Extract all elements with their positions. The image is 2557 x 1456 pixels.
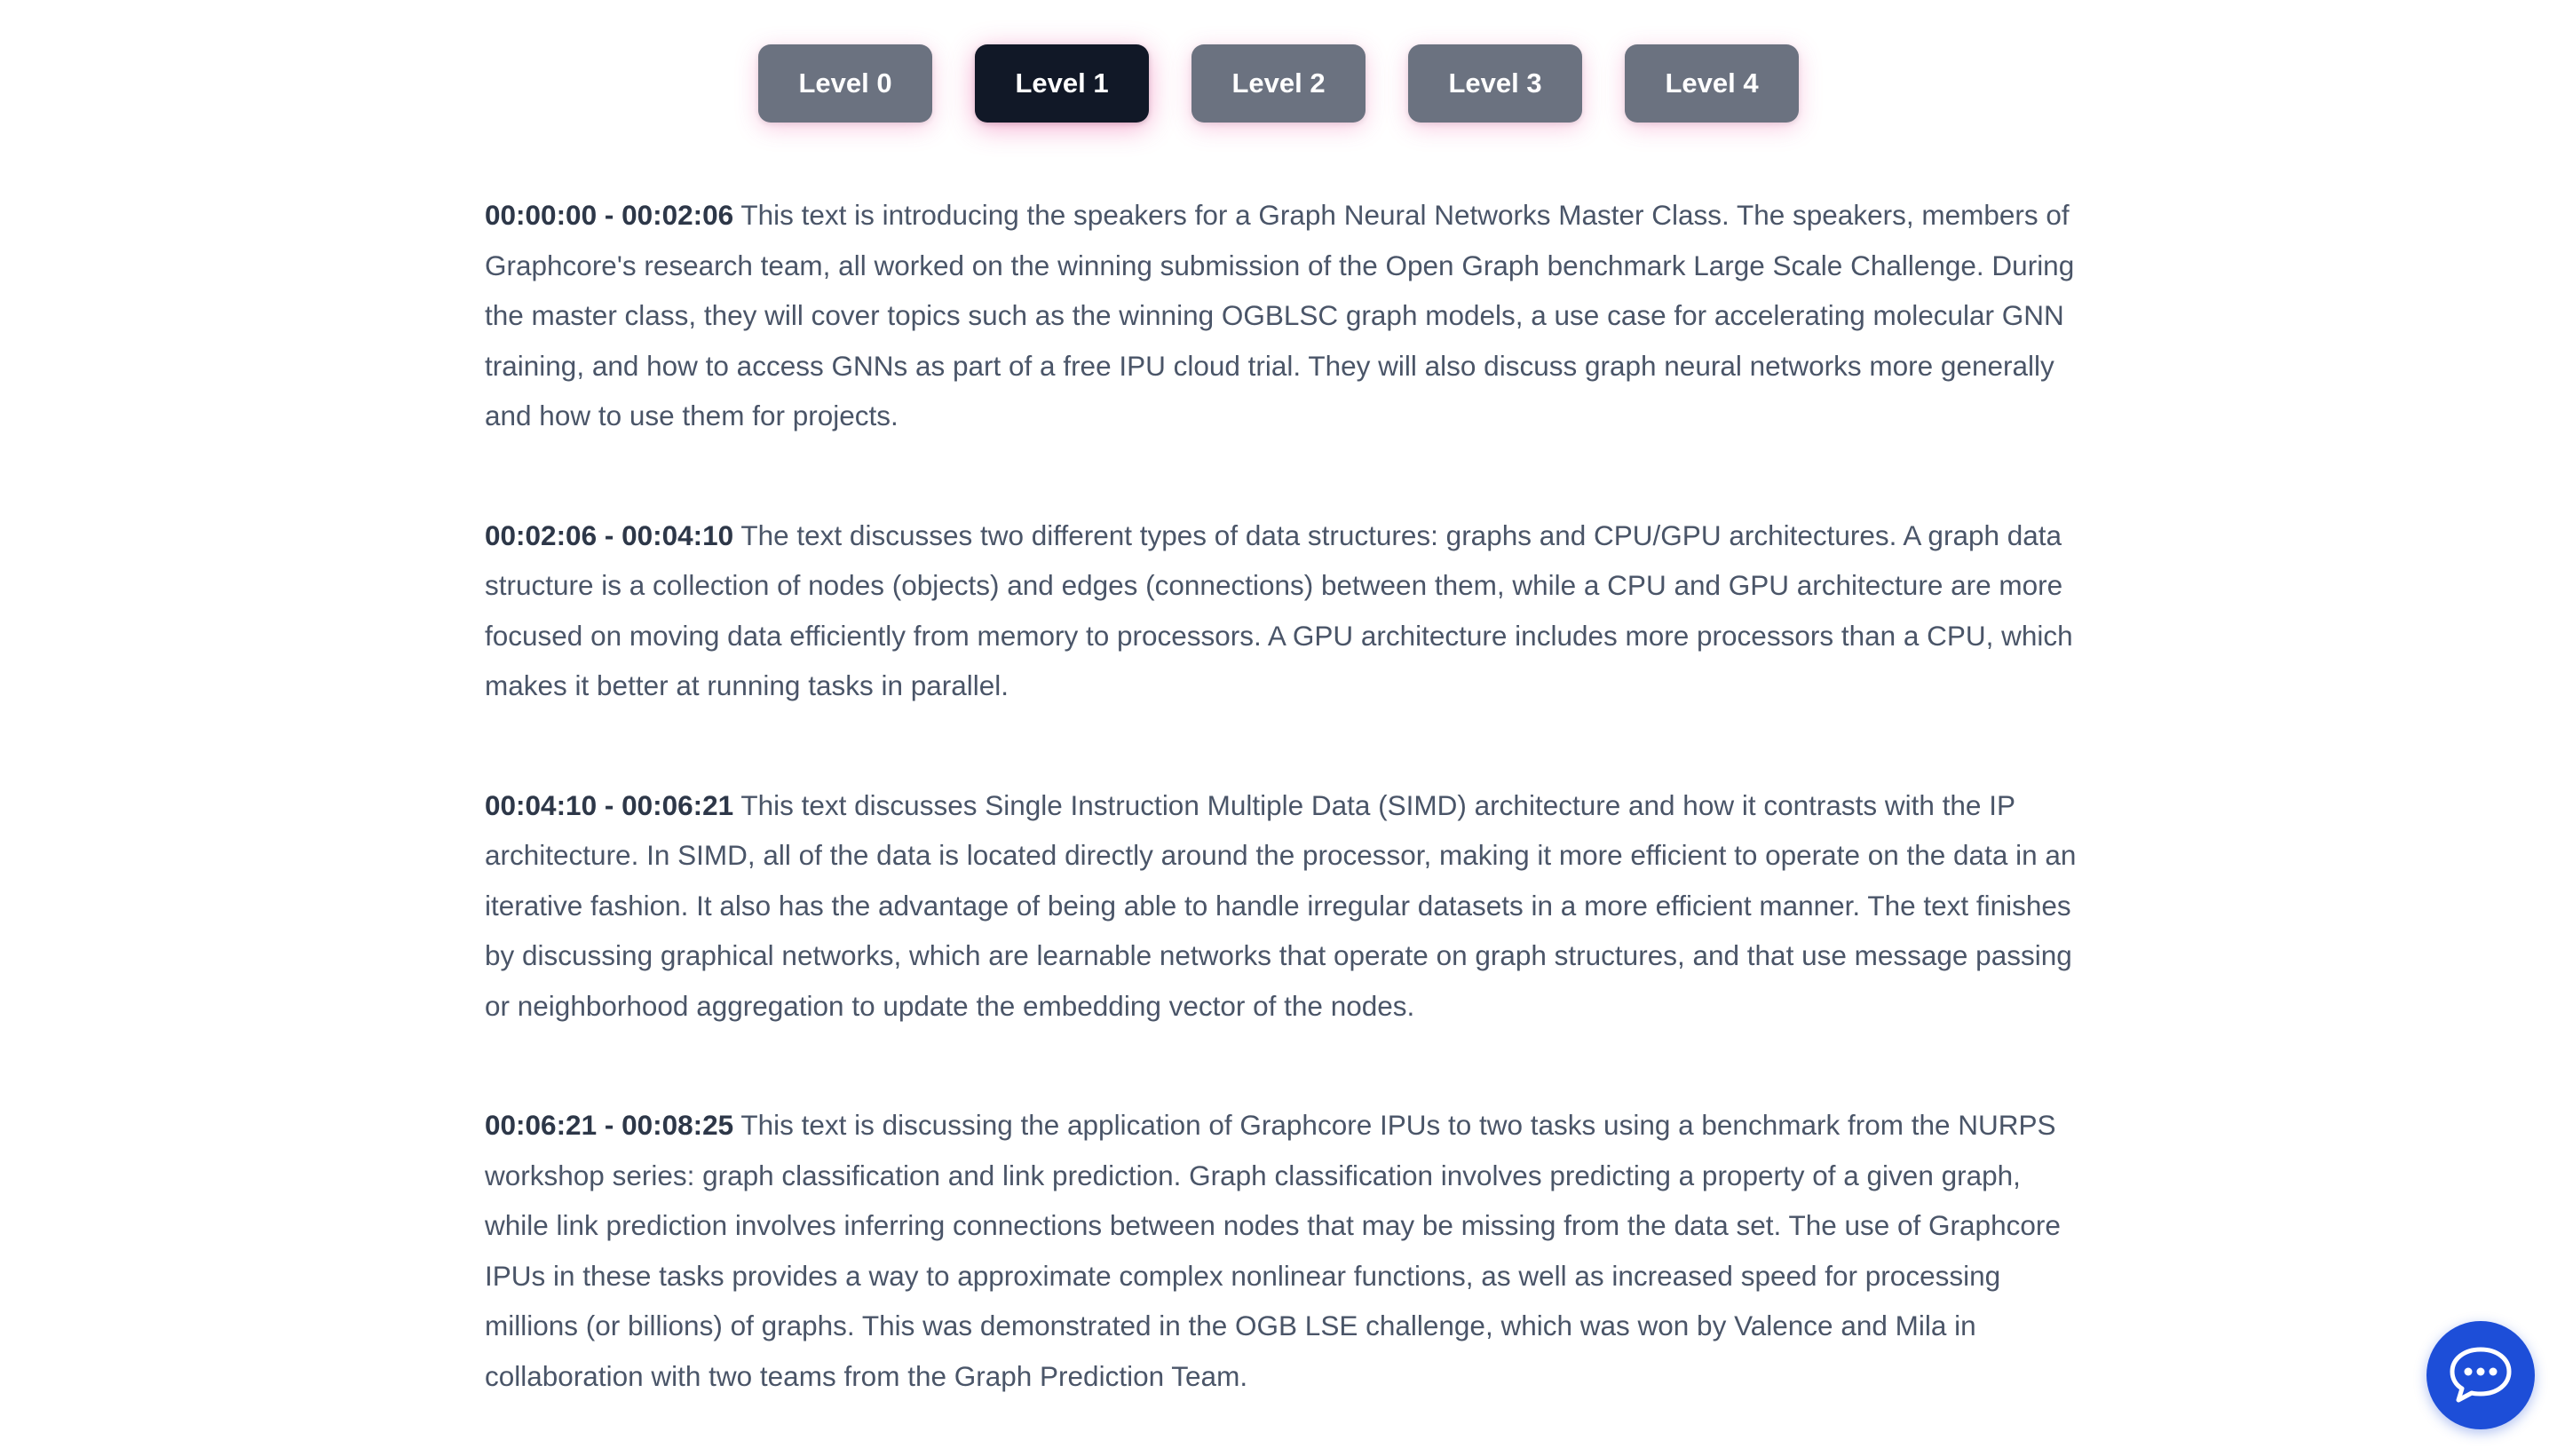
summary-item <box>485 190 2092 441</box>
summary-list <box>485 190 2092 1456</box>
chat-button[interactable] <box>2426 1321 2535 1429</box>
level-selector <box>0 44 2557 123</box>
summary-timestamp: 00:02:06 - 00:04:10 <box>485 518 734 551</box>
summary-timestamp: 00:06:21 - 00:08:25 <box>485 1109 734 1141</box>
summary-text: This text discusses Single Instruction Multiple Data (SIMD) architecture and how it contrasts with the IP architecture. In SIMD, all of the data is located directly around the processor, making it more efficient to operate on the data in an iterative fashion. It also has the advantage of being able to handle irregular datasets in a more efficient manner. The text finishes by discussing graphical networks, which are learnable networks that operate on graph structures, and that use message passing or neighborhood aggregation to update the embedding vector of the nodes. <box>485 788 2077 1022</box>
level-2-button[interactable]: Level 2 <box>1191 44 1366 123</box>
summary-timestamp: 00:04:10 - 00:06:21 <box>485 788 734 821</box>
level-4-button[interactable]: Level 4 <box>1625 44 1799 123</box>
chat-bubble-icon <box>2448 1344 2513 1406</box>
level-3-button[interactable]: Level 3 <box>1408 44 1582 123</box>
summary-text: This text is introducing the speakers for a Graph Neural Networks Master Class. The speakers, members of Graphcore's research team, all worked on the winning submission of the Open Graph benchmark Large Scale Challenge. During the master class, they will cover topics such as the winning OGBLSC graph models, a use case for accelerating molecular GNN training, and how to access GNNs as part of a free IPU cloud trial. They will also discuss graph neural networks more generally and how to use them for projects. <box>485 199 2075 431</box>
summary-text: The text discusses two different types of data structures: graphs and CPU/GPU architectures. A graph data structure is a collection of nodes (objects) and edges (connections) between them, while a CPU and GPU architecture are more focused on moving data efficiently from memory to processors. A GPU architecture includes more processors than a CPU, which makes it better at running tasks in parallel. <box>485 518 2073 701</box>
summary-item <box>485 1100 2092 1401</box>
summary-item <box>485 780 2092 1032</box>
summary-text: This text is discussing the application of Graphcore IPUs to two tasks using a benchmark from the NURPS workshop series: graph classification and link prediction. Graph classification involves predicting a property of a given graph, while link prediction involves inferring connections between nodes that may be missing from the data set. The use of Graphcore IPUs in these tasks provides a way to approximate complex nonlinear functions, as well as increased speed for processing millions (or billions) of graphs. This was demonstrated in the OGB LSE challenge, which was won by Valence and Mila in collaboration with two teams from the Graph Prediction Team. <box>485 1109 2061 1392</box>
summary-timestamp: 00:00:00 - 00:02:06 <box>485 199 734 231</box>
level-0-button[interactable]: Level 0 <box>758 44 932 123</box>
summary-item <box>485 510 2092 711</box>
level-1-button[interactable]: Level 1 <box>975 44 1149 123</box>
